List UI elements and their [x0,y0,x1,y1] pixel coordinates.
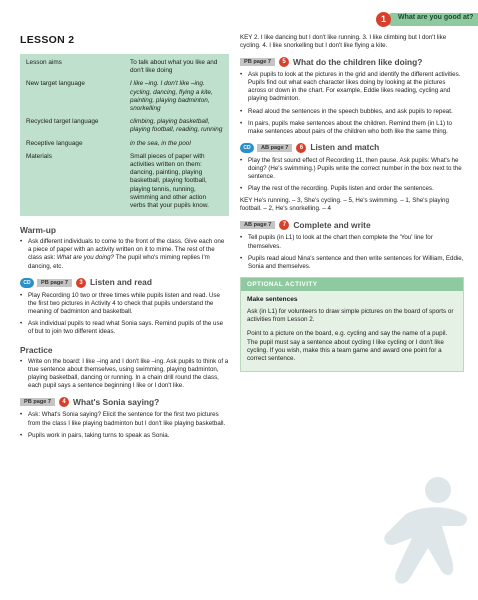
activity-book-tag: AB page 7 [240,221,275,229]
activity-3-header [20,278,229,288]
warmup-text: • Ask different individuals to come to the front of the class. Give each one a piece of paper with an activity written on it to mime. The rest of the class ask: What are you doing? The pupil who's miming replies I'm dancing, etc. [20,238,229,270]
optional-activity-heading: OPTIONAL ACTIVITY [241,278,463,291]
optional-activity-paragraph: Point to a picture on the board, e.g. cycling and say the name of a pupil. The pupil must say a sentence about cycling I like cycling or I don't like cycling. If you wish, make this a team game and award one point for a correct sentence. [247,330,448,363]
activity-number: 3 [76,278,86,288]
activity-title: What's Sonia saying? [73,396,160,407]
activity-title: Listen and read [90,277,152,288]
answer-key: KEY 2. I like dancing but I don't like running. 3. I like climbing but I don't like cycling. 4. I like snorkelling but I don't like flying a kite. [240,34,447,50]
activity-number: 6 [296,143,306,153]
unit-badge [376,12,478,27]
aims-row: Recycled target language climbing, playing basketball, playing football, reading, running [26,118,223,134]
lesson-title: LESSON 2 [20,34,75,46]
list-item: • Play Recording 10 two or three times while pupils listen and read. Use the first two pictures in Activity 4 to check that pupils understand the meaning of badminton and basketball. [20,292,229,316]
answer-key: KEY He's running. – 3, She's cycling. – 5, He's swimming. – 1, She's playing football. – 2, He's snorkelling. – 4 [240,197,449,213]
list-item: • Play the rest of the recording. Pupils listen and order the sentences. [240,185,464,193]
optional-activity-body [241,291,463,371]
activity-title: Complete and write [293,219,371,230]
optional-activity-box [240,277,464,372]
optional-activity-paragraph: Ask (in L1) for volunteers to draw simple pictures on the board of sports or activities from Lesson 2. [247,307,454,324]
practice-heading: Practice [20,345,53,356]
cd-icon: CD [240,143,254,153]
unit-number: 1 [376,12,391,27]
pupils-book-tag: PB page 7 [20,398,55,406]
pupils-book-tag: PB page 7 [240,58,275,66]
lesson-aims-table [20,54,229,216]
cd-icon: CD [20,278,34,288]
list-item: • Ask: What's Sonia saying? Elicit the sentence for the first two pictures from the class I like playing badminton but I don't like playing basketball. [20,411,229,427]
activity-7-header [240,220,464,230]
list-item: • Read aloud the sentences in the speech bubbles, and ask pupils to repeat. [240,108,464,116]
activity-title: What do the children like doing? [293,56,423,67]
activity-6-header [240,143,464,153]
activity-title: Listen and match [310,142,380,153]
left-column [20,34,229,444]
list-item: • Pupils work in pairs, taking turns to speak as Sonia. [20,432,229,440]
list-item: • Ask individual pupils to read what Sonia says. Remind pupils of the use of but to join two different ideas. [20,320,229,336]
activity-book-tag: AB page 7 [257,144,292,152]
list-item: • Play the first sound effect of Recording 11, then pause. Ask pupils: What's he doing? (He's swimming.) Pupils write the correct number in the box next to the sentence. [240,157,464,181]
aims-row: Lesson aims To talk about what you like and don't like doing [26,59,218,75]
aims-row: New target language I like –ing. I don't like –ing. cycling, dancing, flying a kite, painting, playing badminton, snorkelling [26,80,213,113]
list-item: • In pairs, pupils make sentences about the children. Remind them (in L1) to make sentences about pairs of the children who both like the same thing. [240,120,464,136]
activity-number: 5 [279,57,289,67]
list-item: • Ask pupils to look at the pictures in the grid and identify the different activities. Pupils find out what each character likes doing by looking at the pictures across or down in the chart. For example, Eddie likes reading, cycling and playing badminton. [240,71,464,103]
list-item: • Tell pupils (in L1) to look at the chart then complete the 'You' line for themselves. [240,234,464,250]
activity-number: 7 [279,220,289,230]
star-figure-watermark [366,468,478,600]
pupils-book-tag: PB page 7 [37,279,72,287]
activity-5-header [240,57,464,67]
right-column [240,34,464,372]
activity-number: 4 [59,397,69,407]
aims-row: Materials Small pieces of paper with activities written on them: dancing, painting, playing basketball, playing football, playing tennis, running, swimming and other action verbs that your pupils know. [26,152,209,210]
unit-title: What are you good at? [398,14,474,21]
warmup-heading: Warm-up [20,225,56,236]
aims-row: Receptive language in the sea, in the pool [26,139,191,147]
activity-4-header [20,397,229,407]
list-item: • Write on the board: I like –ing and I don't like –ing. Ask pupils to think of a true sentence about themselves, using swimming, playing badminton, playing basketball, dancing or running. In a chain drill round the class, each pupil says a sentence beginning I like or I don't like. [20,358,229,390]
optional-activity-subheading: Make sentences [247,295,298,303]
list-item: • Pupils read aloud Nina's sentence and then write sentences for William, Eddie, Sonia and themselves. [240,255,464,271]
